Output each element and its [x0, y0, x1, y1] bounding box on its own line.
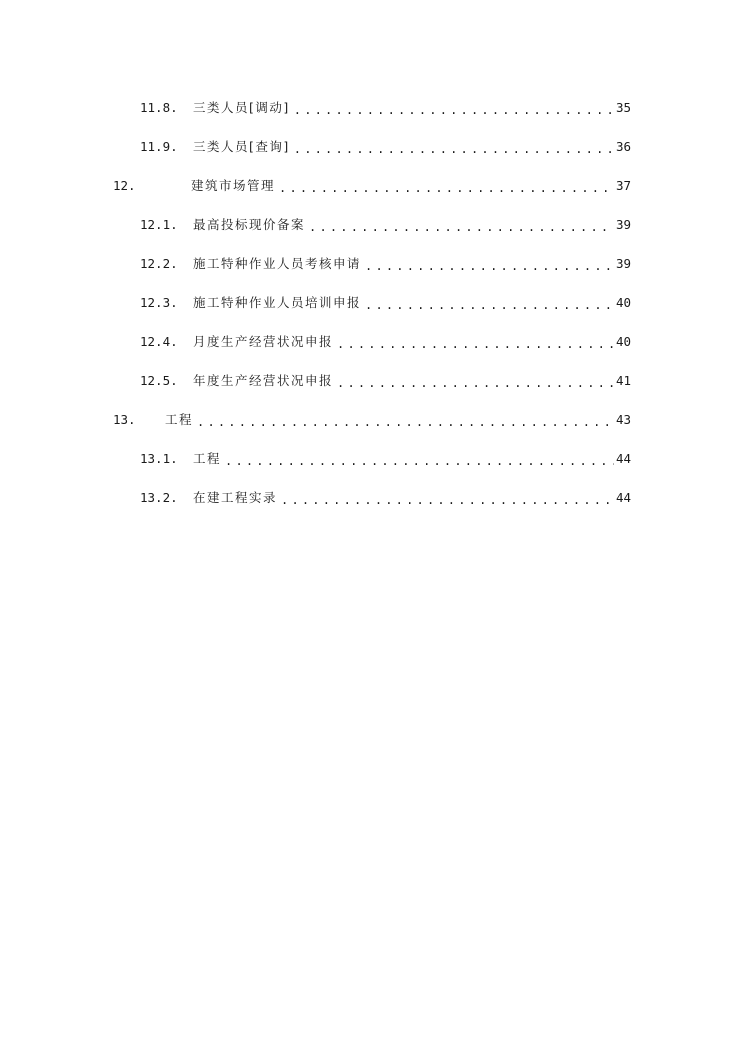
toc-entry-page: 37: [615, 178, 631, 193]
toc-entry-number: 12.5.: [140, 373, 178, 388]
toc-entry-title: 工程: [193, 451, 222, 466]
dot-leader: [281, 486, 614, 510]
toc-entry-page: 39: [615, 217, 631, 232]
toc-entry-page: 43: [615, 412, 631, 427]
toc-entry-title: 年度生产经营状况申报: [193, 373, 334, 388]
toc-entry-12-5[interactable]: [140, 369, 631, 393]
toc-entry-page: 44: [615, 451, 631, 466]
dot-leader: [294, 96, 614, 120]
toc-entry-number: 11.8.: [140, 100, 178, 115]
dot-leader: [337, 330, 614, 354]
toc-entry-11-9[interactable]: [140, 135, 631, 159]
toc-entry-number: 12.2.: [140, 256, 178, 271]
toc-entry-12-4[interactable]: [140, 330, 631, 354]
toc-entry-page: 41: [615, 373, 631, 388]
toc-entry-number: 13.1.: [140, 451, 178, 466]
toc-entry-page: 35: [615, 100, 631, 115]
dot-leader: [279, 174, 614, 198]
toc-entry-12-3[interactable]: [140, 291, 631, 315]
dot-leader: [197, 408, 614, 432]
toc-entry-number: 12.4.: [140, 334, 178, 349]
toc-entry-page: 39: [615, 256, 631, 271]
toc-entry-number: 12.1.: [140, 217, 178, 232]
toc-entry-number: 12.: [113, 178, 136, 193]
toc-entry-title: 月度生产经营状况申报: [193, 334, 334, 349]
toc-entry-page: 40: [615, 295, 631, 310]
toc-entry-12-1[interactable]: [140, 213, 631, 237]
dot-leader: [365, 291, 614, 315]
toc-entry-13-2[interactable]: [140, 486, 631, 510]
toc-entry-title: 施工特种作业人员考核申请: [193, 256, 362, 271]
toc-entry-number: 11.9.: [140, 139, 178, 154]
toc-entry-12-2[interactable]: [140, 252, 631, 276]
toc-entry-number: 13.: [113, 412, 136, 427]
toc-entry-13-1[interactable]: [140, 447, 631, 471]
toc-entry-number: 12.3.: [140, 295, 178, 310]
toc-entry-title: 在建工程实录: [193, 490, 278, 505]
toc-entry-title: 最高投标现价备案: [193, 217, 306, 232]
dot-leader: [365, 252, 614, 276]
toc-entry-page: 40: [615, 334, 631, 349]
toc-entry-title: 施工特种作业人员培训申报: [193, 295, 362, 310]
toc-entry-11-8[interactable]: [140, 96, 631, 120]
toc-entry-page: 36: [615, 139, 631, 154]
toc-entry-number: 13.2.: [140, 490, 178, 505]
toc-entry-title: 三类人员[查询]: [193, 139, 290, 154]
toc-entry-title: 建筑市场管理: [191, 178, 276, 193]
toc-entry-title: 工程: [165, 412, 194, 427]
toc-entry-13[interactable]: [113, 408, 631, 432]
dot-leader: [337, 369, 614, 393]
dot-leader: [294, 135, 614, 159]
toc-entry-12[interactable]: [113, 174, 631, 198]
toc-entry-title: 三类人员[调动]: [193, 100, 290, 115]
dot-leader: [309, 213, 614, 237]
toc-entry-page: 44: [615, 490, 631, 505]
dot-leader: [225, 447, 614, 471]
